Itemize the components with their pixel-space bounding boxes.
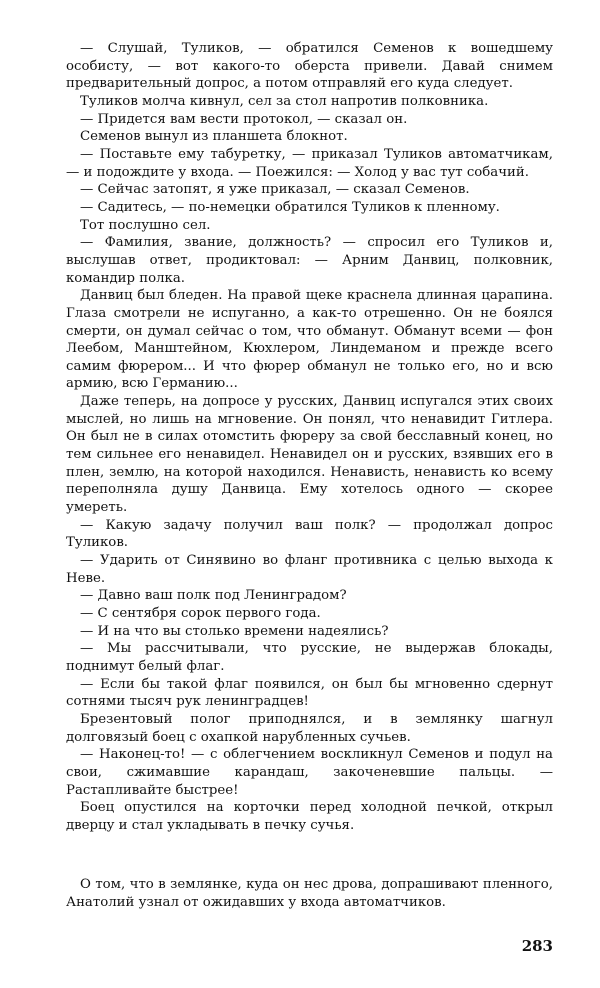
paragraph: — С сентября сорок первого года. bbox=[80, 606, 321, 621]
paragraph: Боец опустился на корточки перед холодной печкой, открыл дверцу и стал укладывать в печку сучья. bbox=[66, 800, 553, 833]
body-text bbox=[66, 40, 553, 835]
paragraph: — Поставьте ему табуретку, — приказал Туликов автоматчикам, — и подождите у входа. — Поежился: — Холод у вас тут собачий. bbox=[66, 146, 553, 180]
paragraph: Данвиц был бледен. На правой щеке краснела длинная царапина. Глаза смотрели не испуганно, а как-то отрешенно. Он не боялся смерти, он думал сейчас о том, что обманут. Обманут всеми — фон Леебом, Манштейном, Кюхлером, Линдеманом и прежде всего самим фюрером... И что фюрер обманул не только его, но и всю армию, всю Германию... bbox=[66, 288, 553, 392]
paragraph: Семенов вынул из планшета блокнот. bbox=[80, 129, 348, 145]
book-page bbox=[66, 40, 553, 970]
paragraph: — Садитесь, — по-немецки обратился Туликов к пленному. bbox=[80, 199, 500, 215]
paragraph: Брезентовый полог приподнялся, и в землянку шагнул долговязый боец с охапкой нарубленных сучьев. bbox=[66, 711, 553, 745]
paragraph: — Мы рассчитывали, что русские, не выдержав блокады, поднимут белый флаг. bbox=[66, 641, 553, 674]
paragraph: — Фамилия, звание, должность? — спросил его Туликов и, выслушав ответ, продиктовал: — Арним Данвиц, полковник, командир полка. bbox=[66, 235, 553, 286]
paragraph: — Если бы такой флаг появился, он был бы мгновенно сдернут сотнями тысяч рук ленинградцев! bbox=[66, 676, 553, 710]
paragraph: Даже теперь, на допросе у русских, Данвиц испугался этих своих мыслей, но лишь на мгновение. Он понял, что ненавидит Гитлера. Он был не в силах отомстить фюреру за свой бесславный конец, но тем сильнее его ненавидел. Ненавидел он и русских, взявших его в плен, землю, на которой находился. Ненависть, ненависть ко всему переполняла душу Данвица. Ему хотелось одного — скорее умереть. bbox=[66, 394, 553, 516]
paragraph: — Какую задачу получил ваш полк? — продолжал допрос Туликов. bbox=[66, 517, 553, 551]
paragraph: Туликов молча кивнул, сел за стол напротив полковника. bbox=[80, 93, 489, 109]
paragraph: Тот послушно сел. bbox=[80, 217, 211, 233]
paragraph: — Давно ваш полк под Ленинградом? bbox=[80, 588, 347, 604]
paragraph: — Ударить от Синявино во фланг противника с целью выхода к Неве. bbox=[66, 553, 553, 586]
paragraph: — Придется вам вести протокол, — сказал он. bbox=[80, 111, 408, 127]
paragraph: — Наконец-то! — с облегчением воскликнул Семенов и подул на свои, сжимавшие карандаш, закоченевшие пальцы. — Растапливайте быстрее! bbox=[66, 747, 553, 798]
paragraph: — Слушай, Туликов, — обратился Семенов к вошедшему особисту, — вот какого-то оберста привели. Давай снимем предварительный допрос, а потом отправляй его куда следует. bbox=[66, 41, 553, 92]
page-number: 283 bbox=[521, 937, 553, 955]
paragraph: — Сейчас затопят, я уже приказал, — сказал Семенов. bbox=[80, 182, 470, 198]
section-paragraph: О том, что в землянке, куда он нес дрова, допрашивают пленного, Анатолий узнал от ожидавших у входа автоматчиков. bbox=[66, 877, 553, 910]
paragraph: — И на что вы столько времени надеялись? bbox=[80, 623, 389, 639]
